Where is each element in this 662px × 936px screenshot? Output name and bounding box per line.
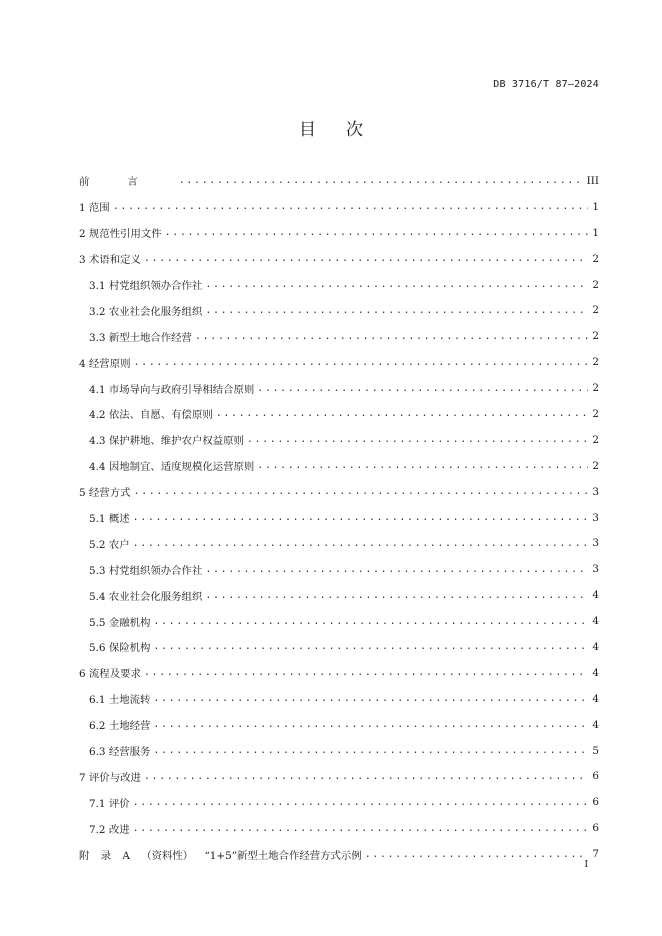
toc-dot-leader <box>133 823 588 834</box>
toc-dot-leader <box>257 383 588 394</box>
toc-entry-label: 4 经营原则 <box>79 357 131 370</box>
toc-entry-4-3[interactable] <box>79 427 599 453</box>
toc-entry-7[interactable] <box>79 763 599 789</box>
toc-entry-3-1[interactable] <box>79 272 599 298</box>
toc-entry-page: 4 <box>592 615 599 628</box>
toc-entry-label: 2 规范性引用文件 <box>79 228 162 241</box>
toc-entry-6-2[interactable] <box>79 712 599 738</box>
toc-entry-3-2[interactable] <box>79 297 599 323</box>
toc-entry-label: 7 评价与改进 <box>79 771 141 784</box>
toc-dot-leader <box>205 564 588 575</box>
toc-entry-page: 6 <box>592 796 599 809</box>
toc-entry-page: 2 <box>592 252 599 265</box>
toc-entry-5-4[interactable] <box>79 582 599 608</box>
toc-entry-page: 3 <box>592 511 599 524</box>
page-title: 目次 <box>299 120 393 140</box>
toc-entry-page: 6 <box>592 770 599 783</box>
toc-entry-1[interactable] <box>79 194 599 220</box>
toc-entry-6-1[interactable] <box>79 686 599 712</box>
table-of-contents <box>79 168 599 867</box>
toc-entry-page: 4 <box>592 666 599 679</box>
toc-entry-page: 1 <box>592 200 599 213</box>
toc-dot-leader <box>133 512 588 523</box>
toc-entry-5-3[interactable] <box>79 556 599 582</box>
toc-dot-leader <box>195 331 588 342</box>
toc-entry-label: 5.6 保险机构 <box>89 642 151 655</box>
toc-entry-page: 2 <box>592 459 599 472</box>
toc-dot-leader <box>153 641 588 652</box>
toc-entry-label: 3 术语和定义 <box>79 254 141 267</box>
toc-entry-page: 3 <box>592 563 599 576</box>
toc-entry-3-3[interactable] <box>79 323 599 349</box>
toc-dot-leader <box>144 253 588 264</box>
page-number: I <box>584 860 588 870</box>
toc-dot-leader <box>144 771 588 782</box>
toc-dot-leader <box>205 279 588 290</box>
toc-entry-page: 7 <box>592 848 599 861</box>
toc-dot-leader <box>216 408 588 419</box>
toc-dot-leader <box>113 201 588 212</box>
toc-dot-leader <box>153 616 588 627</box>
toc-entry-page: 4 <box>592 589 599 602</box>
toc-entry-page: 2 <box>592 382 599 395</box>
toc-entry-appendix-a[interactable] <box>79 841 599 867</box>
toc-entry-label: 6.1 土地流转 <box>89 694 151 707</box>
toc-dot-leader <box>165 227 588 238</box>
toc-entry-label: 4.1 市场导向与政府引导相结合原则 <box>89 383 255 396</box>
toc-entry-page: 2 <box>592 278 599 291</box>
toc-entry-page: 2 <box>592 304 599 317</box>
toc-entry-page: 4 <box>592 692 599 705</box>
toc-dot-leader <box>133 486 588 497</box>
toc-entry-page: 5 <box>592 744 599 757</box>
toc-entry-label: 附 录 A （资料性） “1+5”新型土地合作经营方式示例 <box>79 849 362 862</box>
toc-entry-page: 3 <box>592 537 599 550</box>
toc-entry-4-4[interactable] <box>79 453 599 479</box>
toc-entry-label: 前言 <box>79 176 176 189</box>
toc-entry-5-6[interactable] <box>79 634 599 660</box>
toc-dot-leader <box>153 719 588 730</box>
toc-entry-4-2[interactable] <box>79 401 599 427</box>
toc-entry-label: 1 范围 <box>79 202 110 215</box>
toc-entry-label: 4.4 因地制宜、适度规模化运营原则 <box>89 461 255 474</box>
toc-dot-leader <box>365 849 588 860</box>
toc-entry-label: 5 经营方式 <box>79 487 131 500</box>
toc-dot-leader <box>247 434 588 445</box>
document-code: DB 3716/T 87—2024 <box>493 79 599 90</box>
toc-entry-page: 4 <box>592 640 599 653</box>
toc-dot-leader <box>133 538 588 549</box>
toc-entry-label: 5.1 概述 <box>89 513 130 526</box>
toc-entry-6-3[interactable] <box>79 738 599 764</box>
toc-entry-label: 6.2 土地经营 <box>89 720 151 733</box>
toc-entry-label: 7.1 评价 <box>89 797 130 810</box>
toc-entry-label: 7.2 改进 <box>89 823 130 836</box>
toc-entry-label: 4.3 保护耕地、维护农户权益原则 <box>89 435 244 448</box>
toc-entry-label: 5.4 农业社会化服务组织 <box>89 590 203 603</box>
toc-entry-7-1[interactable] <box>79 789 599 815</box>
toc-entry-label: 6 流程及要求 <box>79 668 141 681</box>
toc-dot-leader <box>153 745 588 756</box>
toc-dot-leader <box>205 305 588 316</box>
toc-dot-leader <box>144 667 588 678</box>
toc-entry-4-1[interactable] <box>79 375 599 401</box>
toc-entry-label: 6.3 经营服务 <box>89 746 151 759</box>
toc-entry-3[interactable] <box>79 246 599 272</box>
toc-dot-leader <box>153 693 588 704</box>
toc-entry-foreword[interactable] <box>79 168 599 194</box>
toc-entry-page: 2 <box>592 330 599 343</box>
toc-dot-leader <box>205 590 588 601</box>
toc-entry-page: 6 <box>592 822 599 835</box>
toc-entry-7-2[interactable] <box>79 815 599 841</box>
toc-entry-5-5[interactable] <box>79 608 599 634</box>
toc-entry-2[interactable] <box>79 220 599 246</box>
toc-entry-label: 3.1 村党组织领办合作社 <box>89 280 203 292</box>
toc-entry-5[interactable] <box>79 479 599 505</box>
toc-entry-5-1[interactable] <box>79 505 599 531</box>
toc-entry-label: 3.2 农业社会化服务组织 <box>89 305 203 318</box>
toc-entry-6[interactable] <box>79 660 599 686</box>
toc-entry-page: 3 <box>592 485 599 498</box>
toc-dot-leader <box>257 460 588 471</box>
toc-entry-page: 1 <box>592 226 599 239</box>
toc-entry-page: 4 <box>592 718 599 731</box>
toc-entry-page: 2 <box>592 433 599 446</box>
toc-entry-label: 5.3 村党组织领办合作社 <box>89 564 203 577</box>
toc-entry-page: 2 <box>592 407 599 420</box>
toc-entry-page: 2 <box>592 356 599 369</box>
toc-entry-page: III <box>586 174 599 187</box>
toc-dot-leader <box>133 797 588 808</box>
toc-entry-label: 3.3 新型土地合作经营 <box>89 331 192 344</box>
toc-entry-label: 5.5 金融机构 <box>89 616 151 629</box>
toc-entry-label: 5.2 农户 <box>89 538 130 551</box>
toc-dot-leader <box>133 357 588 368</box>
toc-entry-label: 4.2 依法、自愿、有偿原则 <box>89 409 213 422</box>
toc-dot-leader <box>179 175 584 186</box>
toc-entry-5-2[interactable] <box>79 530 599 556</box>
toc-entry-4[interactable] <box>79 349 599 375</box>
